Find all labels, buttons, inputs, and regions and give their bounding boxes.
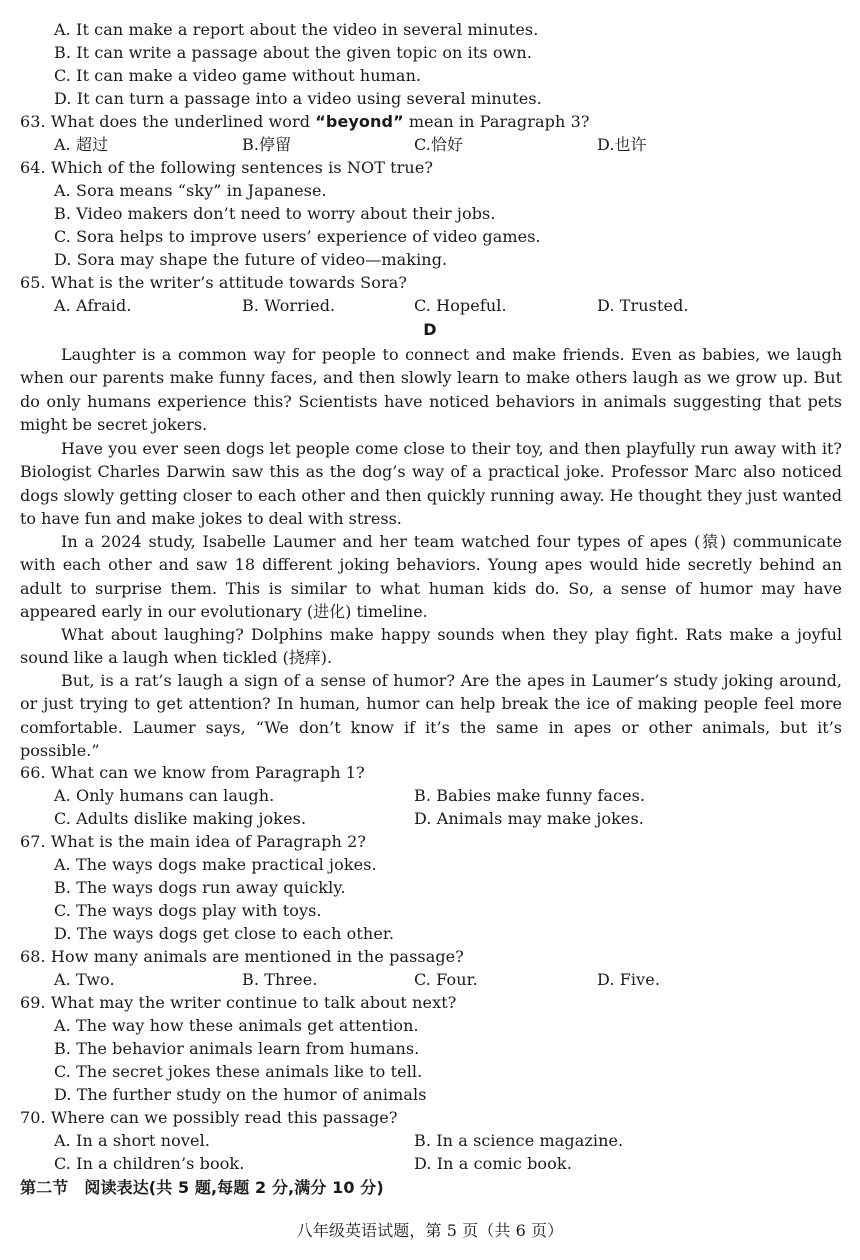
q70-option-b: B. In a science magazine. [414,1131,624,1150]
q69-option-a: A. The way how these animals get attention. [54,1016,419,1035]
q70-option-d: D. In a comic book. [414,1154,572,1173]
q64-option-a: A. Sora means “sky” in Japanese. [54,181,327,200]
q67-option-b: B. The ways dogs run away quickly. [54,878,346,897]
q63-option-d: D.也许 [597,135,647,154]
q63-option-c: C.恰好 [414,135,464,154]
q64-option-c: C. Sora helps to improve users’ experience of video games. [54,227,541,246]
passage-d-paragraph-1: Laughter is a common way for people to connect and make friends. Even as babies, we laugh when our parents make funny faces, and then slowly learn to make others laugh as we grow up. But do only humans experience this? Scientists have noticed behaviors in animals suggesting that pets might be secret jokers. [20,345,842,435]
q62-option-a: A. It can make a report about the video in several minutes. [54,20,539,39]
q69-stem: 69. What may the writer continue to talk about next? [20,993,457,1012]
passage-d-paragraph-5: But, is a rat’s laugh a sign of a sense of humor? Are the apes in Laumer’s study joking around, or just trying to get attention? In human, humor can help break the ice of making people feel more comfortable. Laumer says, “We don’t know if it’s the same in apes or other animals, but it’s possible.” [20,671,842,761]
q65-option-d: D. Trusted. [597,296,689,315]
q62-option-c: C. It can make a video game without human. [54,66,422,85]
q65-stem: 65. What is the writer’s attitude towards Sora? [20,273,408,292]
q66-option-a: A. Only humans can laugh. [54,786,275,805]
page-footer: 八年级英语试题，第 5 页（共 6 页） [296,1221,564,1240]
q66-option-b: B. Babies make funny faces. [414,786,646,805]
q68-option-b: B. Three. [242,970,318,989]
q68-option-c: C. Four. [414,970,478,989]
passage-d-paragraph-2: Have you ever seen dogs let people come close to their toy, and then playfully run away with it? Biologist Charles Darwin saw this as the dog’s way of a practical joke. Professor Marc also noticed dogs slowly getting closer to each other and then quickly running away. He thought they just wanted to have fun and make jokes to deal with stress. [20,439,842,529]
q69-option-d: D. The further study on the humor of animals [54,1085,427,1104]
q65-option-a: A. Afraid. [54,296,132,315]
q65-option-b: B. Worried. [242,296,336,315]
q67-option-c: C. The ways dogs play with toys. [54,901,322,920]
q68-option-a: A. Two. [54,970,115,989]
q70-stem: 70. Where can we possibly read this passage? [20,1108,398,1127]
q63-underlined-word: “beyond” [315,112,404,131]
q63-option-b: B.停留 [242,135,292,154]
passage-d-paragraph-4: What about laughing? Dolphins make happy sounds when they play fight. Rats make a joyful sound like a laugh when tickled (挠痒). [20,625,842,668]
passage-d-paragraph-3: In a 2024 study, Isabelle Laumer and her team watched four types of apes (猿) communicate with each other and saw 18 different joking behaviors. Young apes would hide secretly behind an adult to surprise them. This is similar to what human kids do. So, a sense of humor may have appeared early in our evolutionary (进化) timeline. [20,532,842,622]
q67-stem: 67. What is the main idea of Paragraph 2? [20,832,367,851]
passage-d-heading: D [423,320,437,339]
q70-option-c: C. In a children’s book. [54,1154,245,1173]
q62-option-b: B. It can write a passage about the given topic on its own. [54,43,533,62]
q64-stem: 64. Which of the following sentences is NOT true? [20,158,434,177]
q69-option-c: C. The secret jokes these animals like to tell. [54,1062,423,1081]
q68-stem: 68. How many animals are mentioned in the passage? [20,947,464,966]
q69-option-b: B. The behavior animals learn from humans. [54,1039,420,1058]
q67-option-a: A. The ways dogs make practical jokes. [54,855,377,874]
q64-option-d: D. Sora may shape the future of video—making. [54,250,448,269]
q68-option-d: D. Five. [597,970,661,989]
q66-option-c: C. Adults dislike making jokes. [54,809,307,828]
q70-option-a: A. In a short novel. [54,1131,211,1150]
q62-option-d: D. It can turn a passage into a video using several minutes. [54,89,542,108]
section-2-title: 第二节 阅读表达(共 5 题,每题 2 分,满分 10 分) [20,1178,384,1197]
q66-stem: 66. What can we know from Paragraph 1? [20,763,365,782]
q65-option-c: C. Hopeful. [414,296,507,315]
q63-option-a: A. 超过 [54,135,109,154]
q64-option-b: B. Video makers don’t need to worry about their jobs. [54,204,496,223]
q67-option-d: D. The ways dogs get close to each other. [54,924,395,943]
q63-stem: 63. What does the underlined word “beyond” mean in Paragraph 3? [20,112,590,131]
q66-option-d: D. Animals may make jokes. [414,809,644,828]
